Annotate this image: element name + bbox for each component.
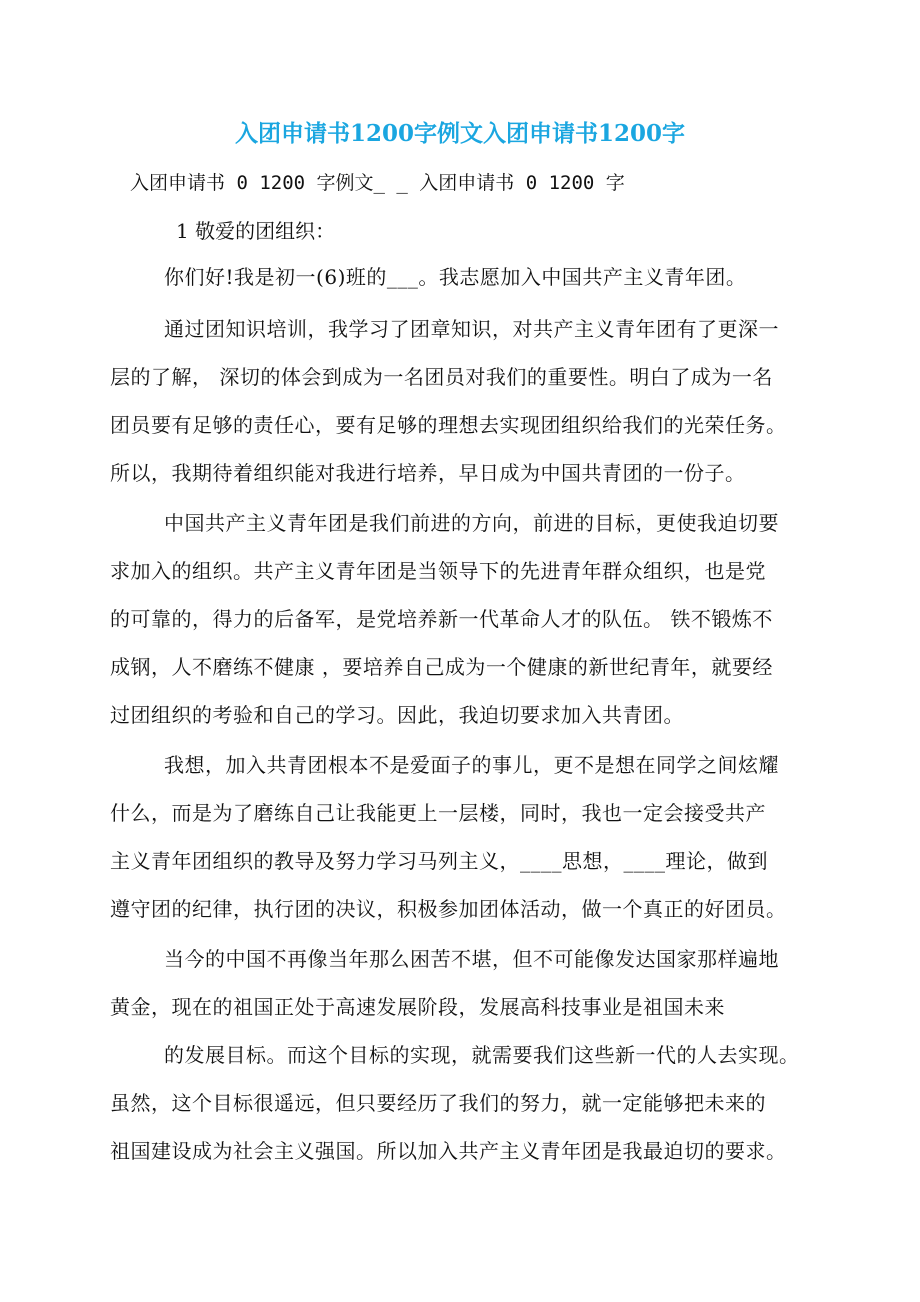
document-title: 入团申请书1200字例文入团申请书1200字 (234, 120, 686, 147)
salutation: 1 敬爱的团组织： (176, 219, 336, 243)
body-line: 所以，我期待着组织能对我进行培养，早日成为中国共青团的一份子。 (110, 461, 746, 485)
body-line: 主义青年团组织的教导及努力学习马列主义，____思想，____理论，做到 (110, 849, 768, 873)
body-line: 通过团知识培训，我学习了团章知识，对共产主义青年团有了更深一 (164, 317, 779, 341)
body-line: 团员要有足够的责任心，要有足够的理想去实现团组织给我们的光荣任务。 (110, 413, 787, 437)
body-line: 当今的中国不再像当年那么困苦不堪，但不可能像发达国家那样遍地 (164, 947, 779, 971)
body-line: 遵守团的纪律，执行团的决议，积极参加团体活动，做一个真正的好团员。 (110, 897, 787, 921)
body-line: 中国共产主义青年团是我们前进的方向，前进的目标，更使我迫切要 (164, 511, 779, 535)
body-line: 求加入的组织。共产主义青年团是当领导下的先进青年群众组织，也是党 (110, 559, 766, 583)
body-line: 黄金，现在的祖国正处于高速发展阶段，发展高科技事业是祖国未来 (110, 995, 725, 1019)
body-line: 的发展目标。而这个目标的实现，就需要我们这些新一代的人去实现。 (164, 1043, 800, 1067)
document-subtitle: 入团申请书 0 1200 字例文_ _ 入团申请书 0 1200 字 (130, 172, 625, 194)
body-line: 虽然，这个目标很遥远，但只要经历了我们的努力，就一定能够把未来的 (110, 1091, 766, 1115)
body-line: 你们好!我是初一(6)班的___。我志愿加入中国共产主义青年团。 (164, 265, 747, 289)
body-line: 我想，加入共青团根本不是爱面子的事儿，更不是想在同学之间炫耀 (164, 753, 779, 777)
body-line: 的可靠的，得力的后备军，是党培养新一代革命人才的队伍。 铁不锻炼不 (110, 607, 773, 631)
body-line: 层的了解， 深切的体会到成为一名团员对我们的重要性。明白了成为一名 (110, 365, 773, 389)
body-line: 过团组织的考验和自己的学习。因此，我迫切要求加入共青团。 (110, 703, 684, 727)
body-line: 什么，而是为了磨练自己让我能更上一层楼，同时，我也一定会接受共产 (110, 801, 766, 825)
body-line: 祖国建设成为社会主义强国。所以加入共产主义青年团是我最迫切的要求。 (110, 1139, 787, 1163)
body-line: 成钢，人不磨练不健康 ，要培养自己成为一个健康的新世纪青年，就要经 (110, 655, 773, 679)
